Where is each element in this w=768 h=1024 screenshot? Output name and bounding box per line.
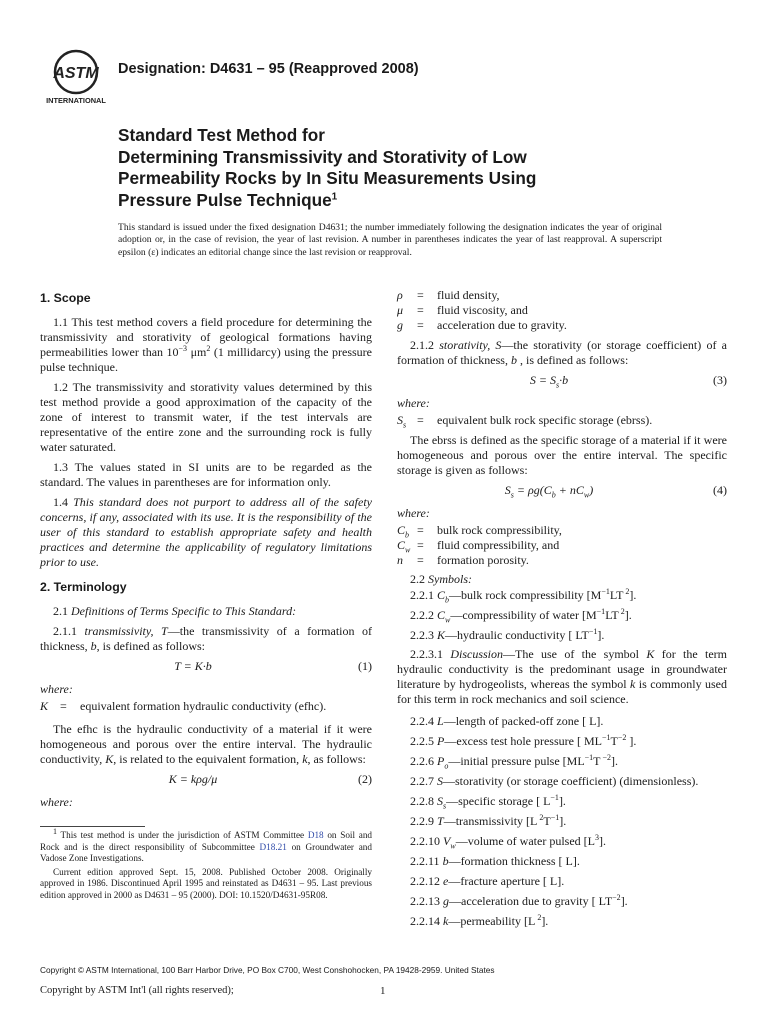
equation-4: $S_s = \rho g(C_b + nC_w)$ (4) (504, 483, 727, 500)
where-label: where: (397, 506, 430, 520)
definition-rho: ρ = fluid density, (397, 288, 500, 302)
symbol-item: 2.2.11 b—formation thickness [ L]. (410, 854, 580, 868)
symbol-item: 2.2.3 K—hydraulic conductivity [ $LT^{-1}$]. (410, 627, 605, 642)
para-1-1: 1.1 This test method covers a field procedure for determining the transmissivity and storativity of geological formations having permeabilities lower than $10^{-3}$ $\mu m^2$ (1 millidarcy) using the pressure pulse technique. (40, 315, 372, 374)
title-line-4: Pressure Pulse Technique$^1$ (118, 189, 338, 210)
symbol-item: 2.2.7 S—storativity (or storage coefficient) (dimensionless). (410, 774, 699, 788)
symbol-item: 2.2.4 L—length of packed-off zone [ L]. (410, 714, 604, 728)
astm-logo (40, 48, 112, 106)
equation-2: K = kρg/μ (2) (168, 772, 372, 786)
equation-1: T = K·b (1) (174, 659, 372, 673)
symbol-item: 2.2.9 T—transmissivity [L $^2T^{-1}$]. (410, 813, 567, 828)
definition-g: g = acceleration due to gravity. (397, 318, 567, 332)
where-label: where: (397, 396, 430, 410)
logo-text: ASTM (53, 65, 99, 82)
para-1-2: 1.2 The transmissivity and storativity values determined by this test method provide a good approximation of the capacity of the zone of interest to transmit water, if the test intervals are representative of the entire zone and the surrounding rock is fully water saturated. (40, 380, 372, 454)
issuance-note: This standard is issued under the fixed designation D4631; the number immediately following the designation indicates the year of original adoption or, in the case of revision, the year of last revision. A number in parentheses indicates the year of last reapproval. A superscript epsilon (ε) indicates an editorial change since the last revision or reapproval. (118, 222, 662, 258)
copyright-line: Copyright © ASTM International, 100 Barr Harbor Drive, PO Box C700, West Conshohocken, PA 19428-2959. United States (40, 965, 495, 975)
left-column (40, 288, 372, 812)
equation-3: $S = S_s\cdot b$ (3) (529, 373, 727, 390)
title-line-2: Determining Transmissivity and Storativity of Low (118, 146, 527, 167)
bottom-rights: Copyright by ASTM Int'l (all rights reserved); (40, 985, 234, 996)
where-label: where: (40, 795, 73, 809)
scope-heading: 1. Scope (40, 291, 91, 305)
symbols-list (397, 714, 727, 929)
para-2-1-2: 2.1.2 storativity, S—the storativity (or storage coefficient) of a formation of thickness, b , is defined as follows: (397, 338, 727, 367)
committee-link[interactable]: D18 (307, 830, 324, 840)
symbol-item: 2.2.5 P—excess test hole pressure [ $ML^{-1}T^{-2}$ ]. (410, 733, 637, 748)
definition-Ss: $S_s$ = equivalent bulk rock specific storage (ebrss). (397, 413, 653, 430)
symbol-item: 2.2.10 $V_w—volume$ of water pulsed $[L^3]$. (410, 833, 606, 851)
footnote-1: $^1$ This test method is under the jurisdiction of ASTM Committee D18 on Soil and Rock and is the direct responsibility of Subcommittee D18.21 on Groundwater and Vadose Zone Investigations. (40, 826, 373, 863)
symbols-list (397, 588, 727, 643)
para-discussion: 2.2.3.1 Discussion—The use of the symbol K for the term hydraulic conductivity is the predominant usage in groundwater literature by hydrogeolists, whereas the symbol k is commonly used for this term in rock mechanics and soil science. (397, 647, 728, 706)
para-2-1-1: 2.1.1 transmissivity, T—the transmissivity of a formation of thickness, b, is defined as follows: (40, 624, 373, 653)
logo-subtext: INTERNATIONAL (46, 96, 106, 105)
title-line-1: Standard Test Method for (118, 125, 325, 145)
symbol-item: 2.2.14 k—permeability [L $^2$]. (410, 913, 549, 928)
para-2-1: 2.1 Definitions of Terms Specific to This Standard: (53, 604, 297, 618)
title-line-3: Permeability Rocks by In Situ Measurements Using (118, 168, 537, 188)
para-1-4: 1.4 This standard does not purport to address all of the safety concerns, if any, associated with its use. It is the responsibility of the user of this standard to establish appropriate safety and health practices and determine the applicability of regulatory limitations prior to use. (40, 495, 372, 569)
definition-K: K = equivalent formation hydraulic conductivity (efhc). (40, 699, 327, 713)
para-1-3: 1.3 The values stated in SI units are to be regarded as the standard. The values in parentheses are for information only. (40, 460, 372, 489)
designation: Designation: D4631 – 95 (Reapproved 2008) (118, 61, 419, 77)
symbol-item: 2.2.2 $C_w—compressibility$ of water [$M^{-1}LT$ $^2$]. (410, 607, 632, 625)
para-efhc: The efhc is the hydraulic conductivity of a material if it were homogeneous and porous over the entire interval. The hydraulic conductivity, K, is related to the equivalent formation, k, as follows: (40, 722, 372, 766)
where-label: where: (40, 682, 73, 696)
footnotes (40, 826, 373, 903)
definition-mu: μ = fluid viscosity, and (397, 303, 528, 317)
symbol-item: 2.2.13 g—acceleration due to gravity [ $LT^{-2}$]. (410, 893, 628, 908)
symbol-item: 2.2.1 $C_b—bulk$ rock compressibility [$M^{-1}LT$ $^2$]. (410, 587, 637, 605)
page-number: 1 (380, 985, 386, 997)
terminology-heading: 2. Terminology (40, 580, 127, 594)
right-column (397, 288, 727, 934)
symbol-item: 2.2.8 $S_s—specific$ storage [ $L^{-1}$]. (410, 793, 566, 811)
para-ebrss: The ebrss is defined as the specific storage of a material if it were homogeneous and porous over the entire interval. The specific storage is given as follows: (397, 433, 727, 477)
symbol-item: 2.2.6 $P_o—initial$ pressure pulse [$ML^{-1}T$ $^{-2}$]. (410, 753, 619, 771)
subcommittee-link[interactable]: D18.21 (259, 841, 287, 852)
symbols-heading: 2.2 Symbols: (410, 572, 472, 586)
definition-Cw: $C_w$ = fluid compressibility, and (397, 538, 560, 555)
footnote-edition: Current edition approved Sept. 15, 2008. Published October 2008. Originally approved in 1986. Discontinued April 1995 and reinstated as D4631 – 95. Last previous edition approved in 2000 as D4631 – 95 (2000). DOI: 10.1520/D4631-95R08. (40, 866, 372, 900)
definition-Cb: $C_b$ = bulk rock compressibility, (397, 523, 562, 540)
title-footnote-mark[interactable]: 1 (331, 190, 338, 202)
symbol-item: 2.2.12 e—fracture aperture [ L]. (410, 874, 565, 888)
definition-n: n = formation porosity. (397, 553, 529, 567)
document-title (118, 125, 678, 211)
